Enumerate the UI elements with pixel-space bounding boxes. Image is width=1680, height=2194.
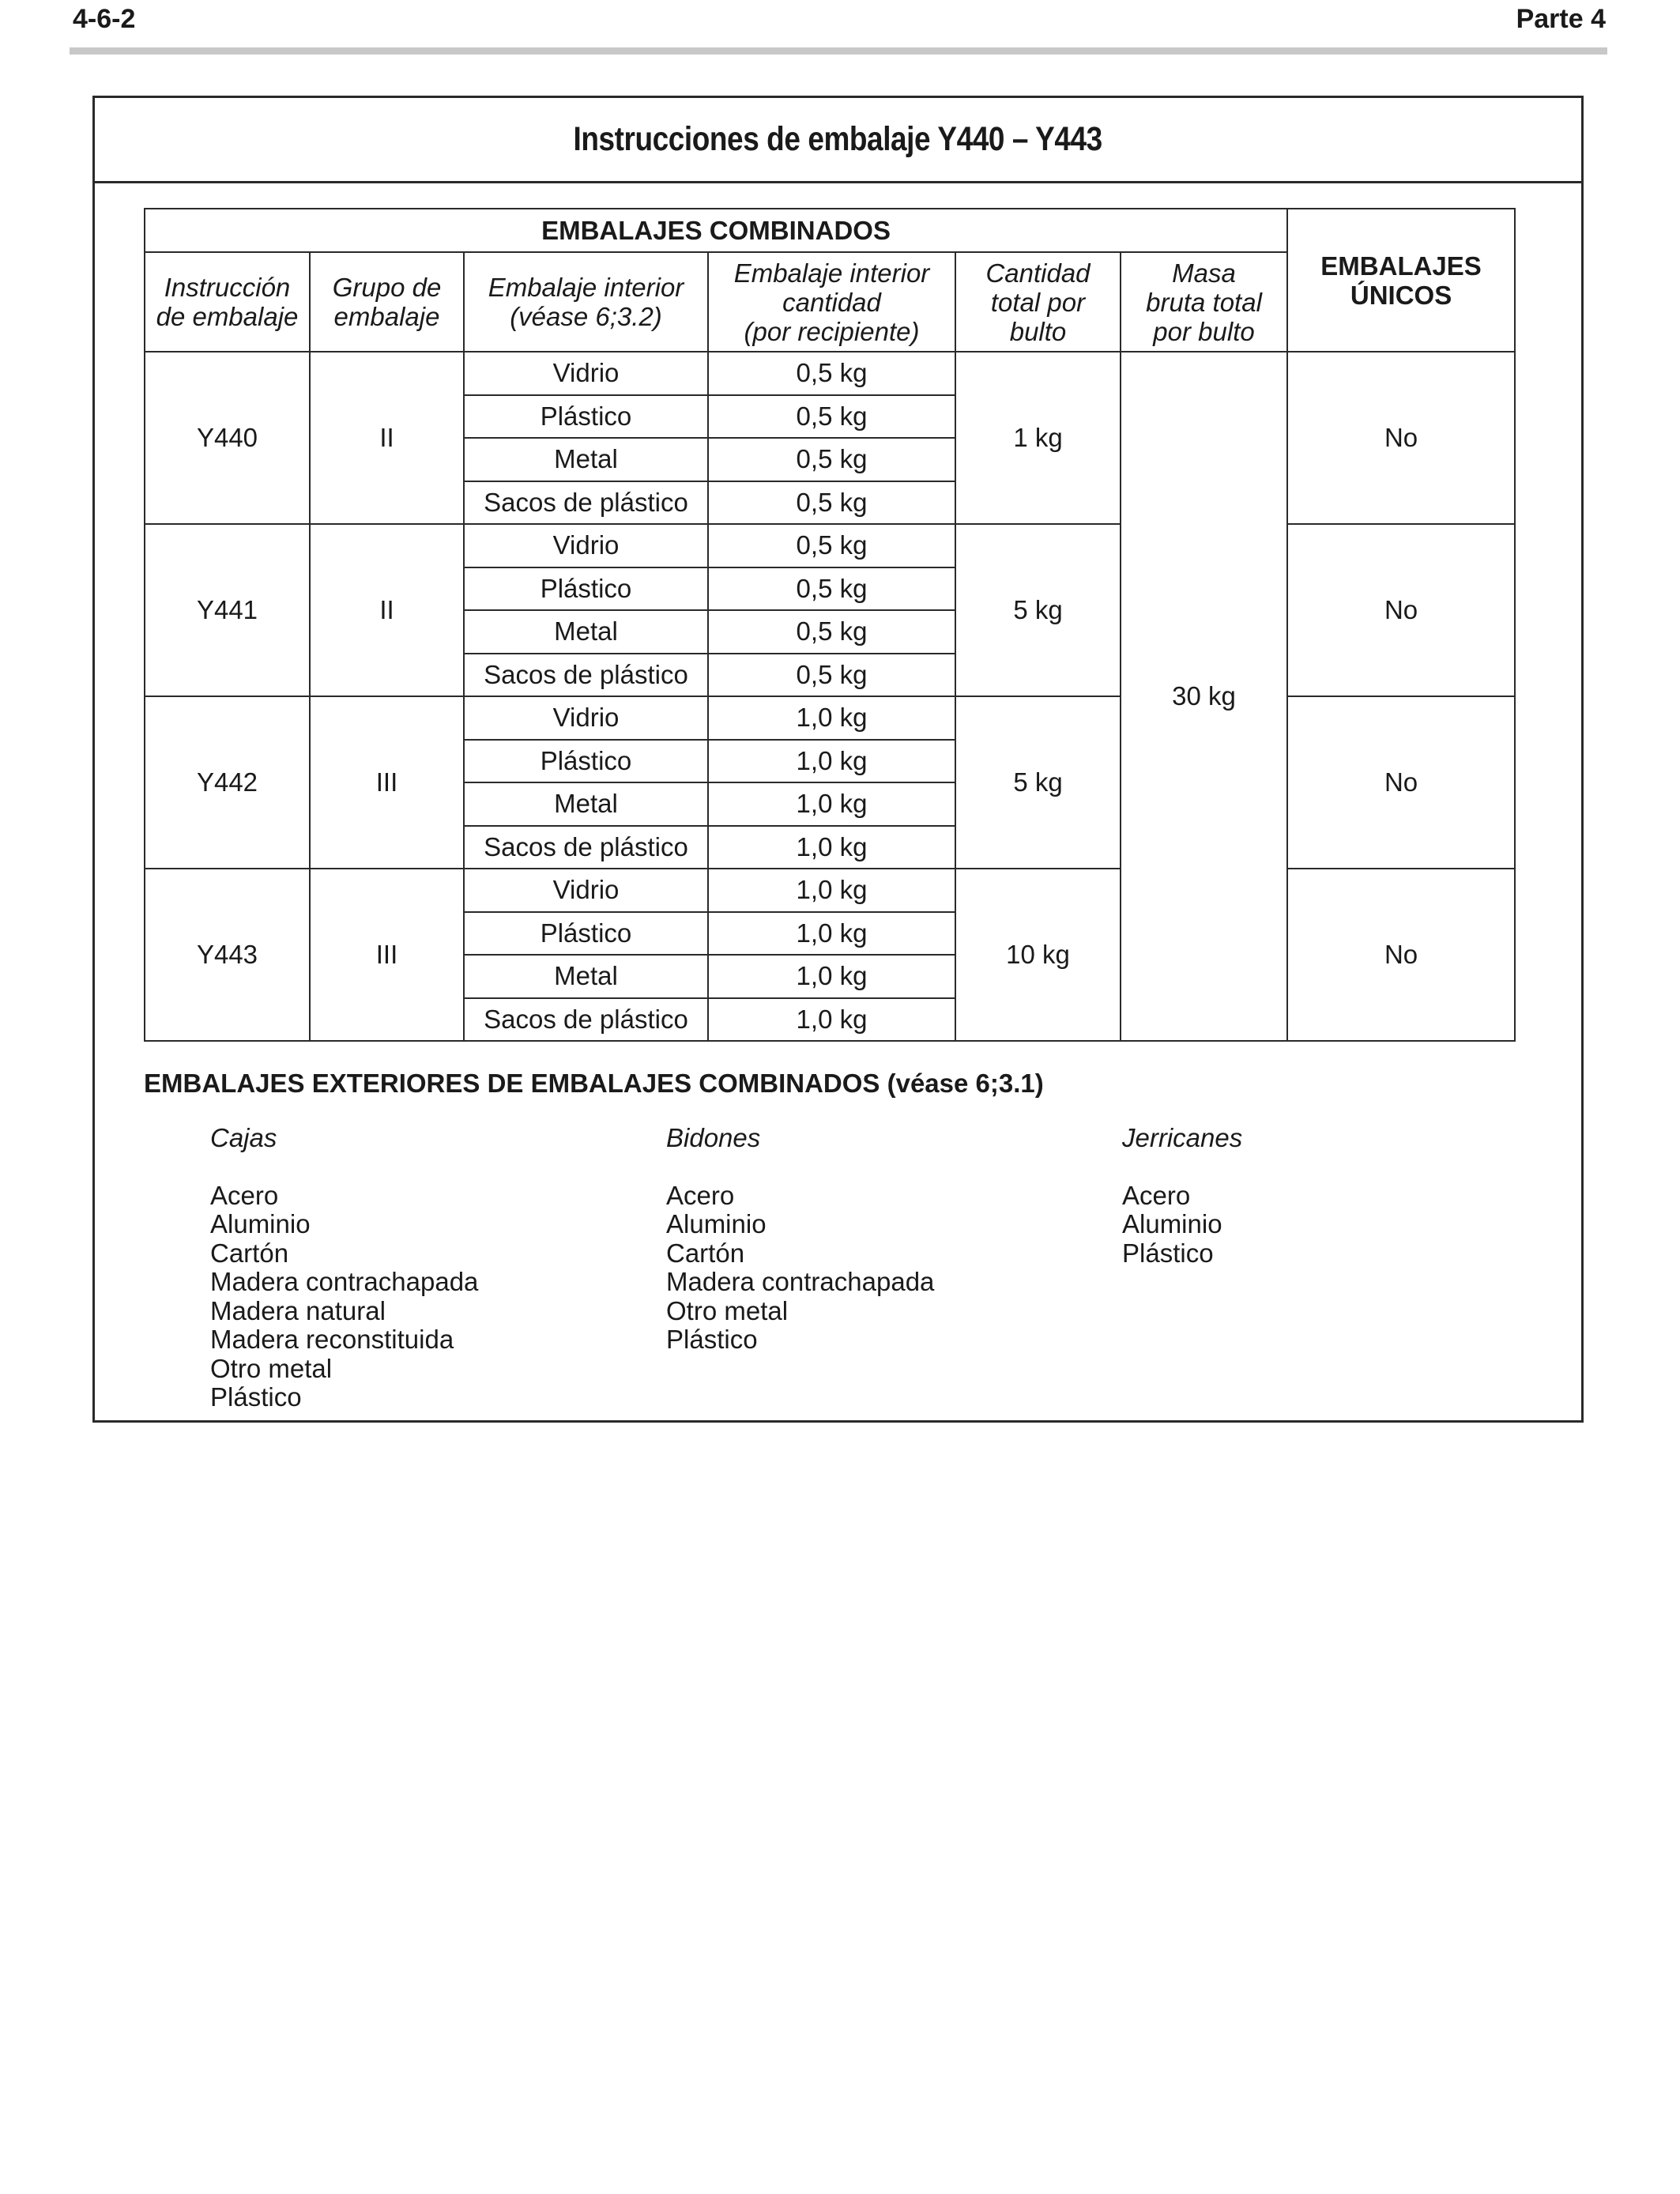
page-header <box>73 0 1606 38</box>
inner-packaging-cell: Plástico <box>464 567 708 611</box>
list-item: Acero <box>210 1180 279 1210</box>
packing-table <box>144 208 1516 1042</box>
instruction-id-cell: Y441 <box>145 524 310 696</box>
inner-quantity-cell: 0,5 kg <box>708 352 955 395</box>
list-item: Acero <box>666 1180 735 1210</box>
inner-quantity-cell: 0,5 kg <box>708 610 955 654</box>
packing-group-cell: III <box>310 696 464 869</box>
inner-packaging-cell: Metal <box>464 610 708 654</box>
table-row <box>145 696 1515 740</box>
column-title: Cajas <box>210 1123 277 1152</box>
total-quantity-cell: 10 kg <box>955 869 1121 1041</box>
table-row <box>145 869 1515 912</box>
packing-group-cell: III <box>310 869 464 1041</box>
total-quantity-cell: 5 kg <box>955 524 1121 696</box>
list-item: Aluminio <box>210 1209 311 1238</box>
inner-packaging-cell: Plástico <box>464 912 708 956</box>
single-packagings-cell: No <box>1287 524 1515 696</box>
page-number: 4-6-2 <box>73 3 136 34</box>
list-item: Madera reconstituida <box>210 1325 454 1354</box>
list-item: Aluminio <box>666 1209 767 1238</box>
boxes-column <box>210 1124 478 1412</box>
inner-packaging-cell: Sacos de plástico <box>464 654 708 697</box>
inner-quantity-cell: 1,0 kg <box>708 826 955 869</box>
inner-quantity-cell: 1,0 kg <box>708 869 955 912</box>
combined-packagings-header: EMBALAJES COMBINADOS <box>145 209 1287 252</box>
inner-quantity-cell: 1,0 kg <box>708 912 955 956</box>
list-item: Plástico <box>666 1325 758 1354</box>
inner-quantity-cell: 1,0 kg <box>708 955 955 998</box>
inner-packaging-cell: Metal <box>464 438 708 481</box>
inner-quantity-column-header: Embalaje interior cantidad (por recipiente) <box>708 252 955 352</box>
inner-quantity-cell: 1,0 kg <box>708 740 955 783</box>
list-item: Madera natural <box>210 1295 386 1325</box>
inner-packaging-cell: Sacos de plástico <box>464 481 708 525</box>
inner-quantity-cell: 1,0 kg <box>708 782 955 826</box>
drums-column <box>666 1124 934 1355</box>
total-quantity-column-header: Cantidad total por bulto <box>955 252 1121 352</box>
inner-packaging-cell: Vidrio <box>464 869 708 912</box>
gross-mass-cell: 30 kg <box>1121 352 1287 1041</box>
list-item: Acero <box>1122 1180 1191 1210</box>
instruction-column-header: Instrucción de embalaje <box>145 252 310 352</box>
inner-packaging-cell: Metal <box>464 782 708 826</box>
table-row <box>145 352 1515 395</box>
single-packagings-cell: No <box>1287 352 1515 524</box>
list-item: Plástico <box>210 1382 302 1412</box>
gross-mass-column-header: Masa bruta total por bulto <box>1121 252 1287 352</box>
single-packagings-header: EMBALAJES ÚNICOS <box>1287 209 1515 352</box>
title-text: Instrucciones de embalaje Y440 – Y443 <box>573 120 1103 158</box>
instruction-id-cell: Y442 <box>145 696 310 869</box>
list-item: Plástico <box>1122 1238 1214 1268</box>
packing-group-cell: II <box>310 352 464 524</box>
header-rule <box>70 47 1607 55</box>
column-title: Bidones <box>666 1123 761 1152</box>
column-title: Jerricanes <box>1122 1123 1243 1152</box>
part-label: Parte 4 <box>1516 3 1606 34</box>
packing-group-column-header: Grupo de embalaje <box>310 252 464 352</box>
frame-title <box>95 98 1581 183</box>
single-packagings-cell: No <box>1287 696 1515 869</box>
list-item: Cartón <box>666 1238 745 1268</box>
total-quantity-cell: 5 kg <box>955 696 1121 869</box>
jerricans-column <box>1122 1124 1242 1268</box>
inner-packaging-cell: Vidrio <box>464 524 708 567</box>
packing-group-cell: II <box>310 524 464 696</box>
inner-quantity-cell: 0,5 kg <box>708 567 955 611</box>
inner-quantity-cell: 1,0 kg <box>708 998 955 1042</box>
inner-quantity-cell: 0,5 kg <box>708 524 955 567</box>
instruction-id-cell: Y443 <box>145 869 310 1041</box>
inner-packaging-column-header: Embalaje interior (véase 6;3.2) <box>464 252 708 352</box>
total-quantity-cell: 1 kg <box>955 352 1121 524</box>
inner-quantity-cell: 0,5 kg <box>708 438 955 481</box>
list-item: Otro metal <box>210 1353 333 1383</box>
inner-quantity-cell: 1,0 kg <box>708 696 955 740</box>
list-item: Aluminio <box>1122 1209 1222 1238</box>
table-row <box>145 524 1515 567</box>
packing-instruction-frame <box>92 96 1584 1423</box>
list-item: Cartón <box>210 1238 289 1268</box>
inner-packaging-cell: Vidrio <box>464 696 708 740</box>
list-item: Madera contrachapada <box>666 1267 935 1296</box>
instruction-id-cell: Y440 <box>145 352 310 524</box>
inner-quantity-cell: 0,5 kg <box>708 481 955 525</box>
outer-packagings-heading: EMBALAJES EXTERIORES DE EMBALAJES COMBINADOS (véase 6;3.1) <box>144 1069 1044 1098</box>
inner-packaging-cell: Plástico <box>464 395 708 439</box>
list-item: Madera contrachapada <box>210 1267 479 1296</box>
inner-packaging-cell: Vidrio <box>464 352 708 395</box>
inner-packaging-cell: Metal <box>464 955 708 998</box>
single-packagings-cell: No <box>1287 869 1515 1041</box>
inner-quantity-cell: 0,5 kg <box>708 395 955 439</box>
list-item: Otro metal <box>666 1295 789 1325</box>
inner-quantity-cell: 0,5 kg <box>708 654 955 697</box>
inner-packaging-cell: Sacos de plástico <box>464 826 708 869</box>
inner-packaging-cell: Plástico <box>464 740 708 783</box>
inner-packaging-cell: Sacos de plástico <box>464 998 708 1042</box>
